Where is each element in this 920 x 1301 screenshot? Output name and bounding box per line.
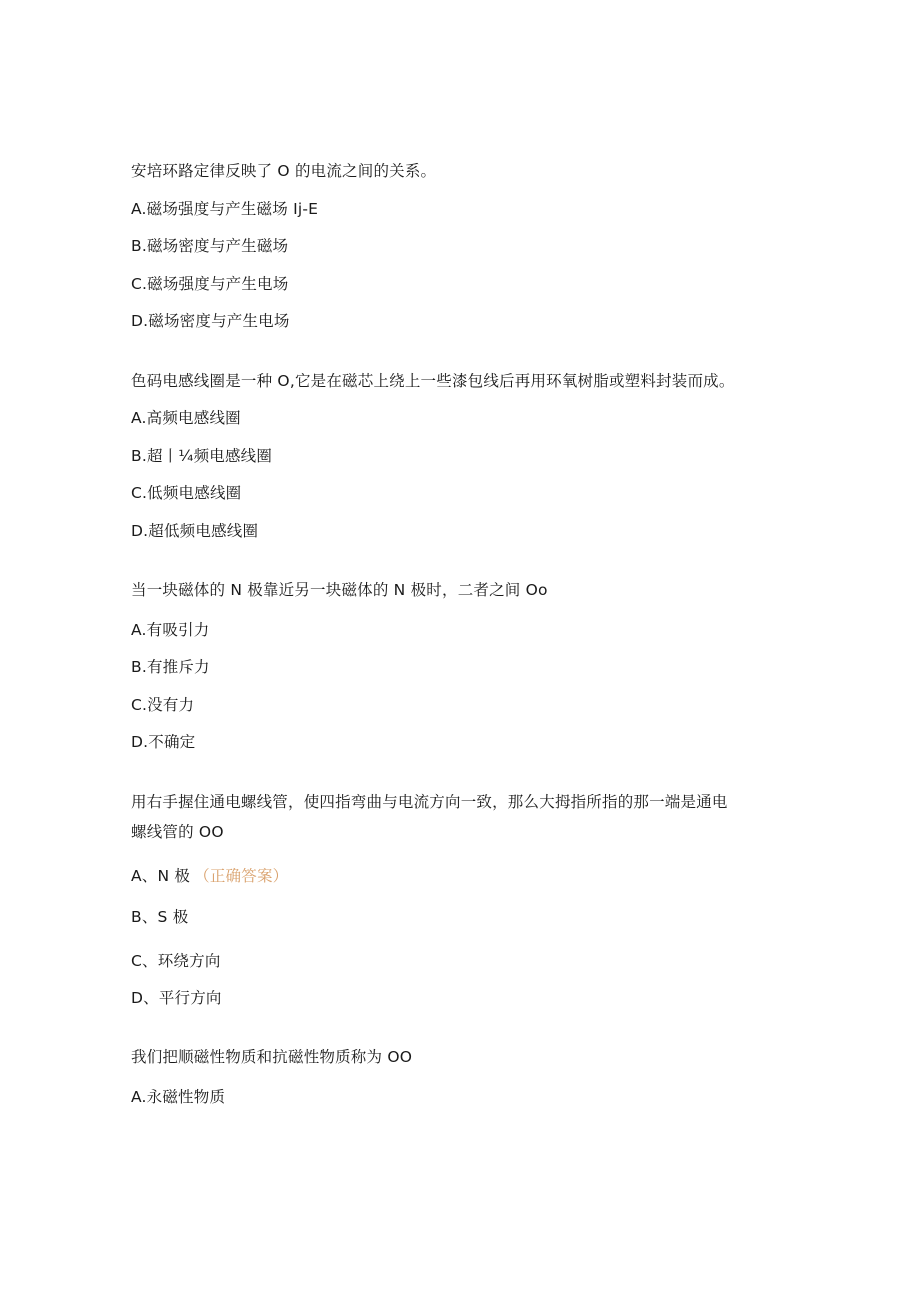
question-2-option-d: D.超低频电感线圈	[131, 522, 259, 540]
question-5-text: 我们把顺磁性物质和抗磁性物质称为 OO	[131, 1048, 413, 1066]
correct-answer-mark: （正确答案）	[194, 867, 289, 885]
question-3-option-d: D.不确定	[131, 733, 196, 751]
question-2-option-a: A.高频电感线圈	[131, 409, 241, 427]
question-2-option-b: B.超丨¼频电感线圈	[131, 447, 273, 465]
question-5-option-a: A.永磁性物质	[131, 1088, 226, 1106]
question-1-text: 安培环路定律反映了 O 的电流之间的关系。	[131, 162, 437, 180]
question-4-text-line-1: 用右手握住通电螺线管，使四指弯曲与电流方向一致，那么大拇指所指的那一端是通电	[131, 793, 728, 811]
question-4-text-line-2: 螺线管的 OO	[131, 823, 224, 841]
question-3-option-c: C.没有力	[131, 696, 195, 714]
question-1-option-c: C.磁场强度与产生电场	[131, 275, 289, 293]
question-1-option-a: A.磁场强度与产生磁场 Ij-E	[131, 200, 319, 218]
question-1-option-d: D.磁场密度与产生电场	[131, 312, 290, 330]
question-3-option-a: A.有吸引力	[131, 621, 210, 639]
question-4-option-a	[131, 866, 288, 886]
question-2-text: 色码电感线圈是一种 O,它是在磁芯上绕上一些漆包线后再用环氧树脂或塑料封装而成。	[131, 372, 735, 390]
question-2-option-c: C.低频电感线圈	[131, 484, 242, 502]
question-3-option-b: B.有推斥力	[131, 658, 210, 676]
question-4-option-c: C、环绕方向	[131, 952, 221, 970]
question-1-option-b: B.磁场密度与产生磁场	[131, 237, 289, 255]
question-4-option-a-label: A、N 极	[131, 867, 191, 885]
question-3-text: 当一块磁体的 N 极靠近另一块磁体的 N 极时，二者之间 Oo	[131, 581, 548, 599]
question-4-option-b: B、S 极	[131, 908, 189, 926]
question-4-option-d: D、平行方向	[131, 989, 222, 1007]
